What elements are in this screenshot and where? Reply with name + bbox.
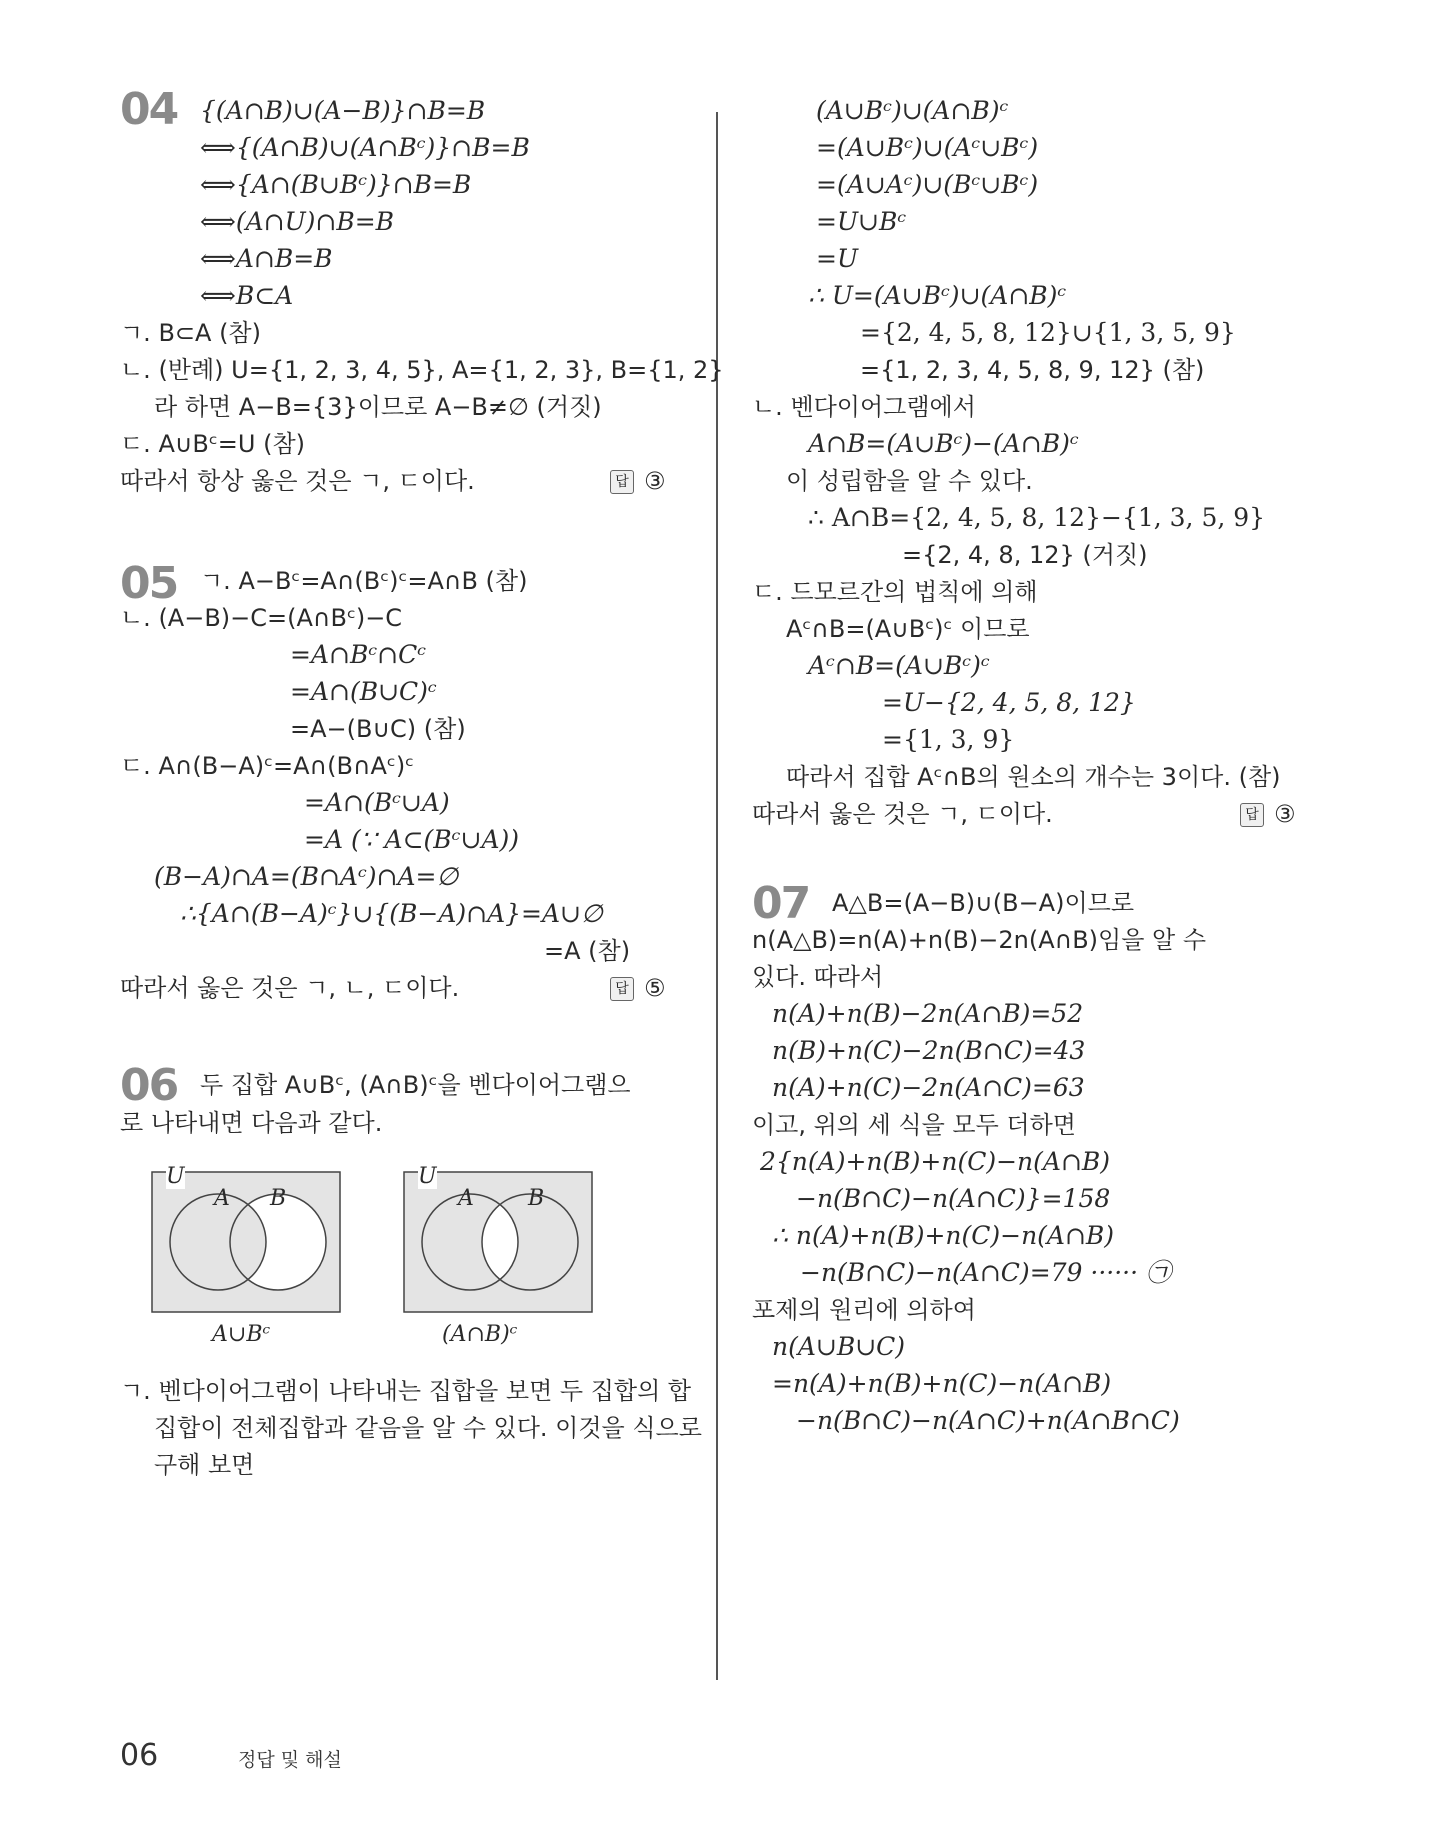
p06-right-line-14: ㄷ. 드모르간의 법칙에 의해 <box>752 578 1038 606</box>
p07-line-9: −n(B∩C)−n(A∩C)}=158 <box>796 1184 1111 1213</box>
p05-line-7: =A∩(Bᶜ∪A) <box>304 788 450 817</box>
p06-g-3: 구해 보면 <box>154 1451 255 1479</box>
problem-number-05: 05 <box>120 558 178 609</box>
p05-line-2: ㄴ. (A−B)−C=(A∩Bᶜ)−C <box>120 604 403 632</box>
p06-right-line-16: Aᶜ∩B=(A∪Bᶜ)ᶜ <box>808 651 990 680</box>
p04-answer <box>610 466 666 496</box>
answer-badge: 답 <box>610 977 634 1001</box>
p06-right-line-19: 따라서 집합 Aᶜ∩B의 원소의 개수는 3이다. (참) <box>786 763 1281 791</box>
p07-line-4: n(A)+n(B)−2n(A∩B)=52 <box>772 999 1084 1028</box>
p05-line-10: ∴{A∩(B−A)ᶜ}∪{(B−A)∩A}=A∪∅ <box>180 899 603 928</box>
p07-line-3: 있다. 따라서 <box>752 963 884 991</box>
answer-value: ③ <box>644 467 666 495</box>
answer-value: ③ <box>1274 800 1296 828</box>
p04-item-g: ㄱ. B⊂A (참) <box>120 319 261 347</box>
p06-right-line-9: ㄴ. 벤다이어그램에서 <box>752 393 976 421</box>
p06-conclusion: 따라서 옳은 것은 ㄱ, ㄷ이다. <box>752 800 1053 828</box>
venn-diagram-a-union-b-complement <box>146 1150 346 1347</box>
p06-right-line-6: ∴ U=(A∪Bᶜ)∪(A∩B)ᶜ <box>808 281 1067 310</box>
p07-line-8: 2{n(A)+n(B)+n(C)−n(A∩B) <box>760 1147 1111 1176</box>
p06-g-2: 집합이 전체집합과 같음을 알 수 있다. 이것을 식으로 <box>154 1414 702 1442</box>
p04-line-2: ⟺{(A∩B)∪(A∩Bᶜ)}∩B=B <box>200 133 530 162</box>
p07-line-6: n(A)+n(C)−2n(A∩C)=63 <box>772 1073 1085 1102</box>
p04-line-6: ⟺B⊂A <box>200 281 294 310</box>
p04-line-3: ⟺{A∩(B∪Bᶜ)}∩B=B <box>200 170 472 199</box>
p04-line-5: ⟺A∩B=B <box>200 244 333 273</box>
p05-line-5: =A−(B∪C) (참) <box>290 715 466 743</box>
footer-title: 정답 및 해설 <box>238 1749 342 1771</box>
p07-line-11: −n(B∩C)−n(A∩C)=79 ······ ㉠ <box>800 1258 1172 1287</box>
answer-badge: 답 <box>610 470 634 494</box>
p06-right-line-11: 이 성립함을 알 수 있다. <box>786 467 1033 495</box>
p07-line-15: −n(B∩C)−n(A∩C)+n(A∩B∩C) <box>796 1406 1180 1435</box>
p04-line-4: ⟺(A∩U)∩B=B <box>200 207 395 236</box>
p05-line-11: =A (참) <box>544 937 631 965</box>
p06-right-line-13: ={2, 4, 8, 12} (거짓) <box>902 541 1148 569</box>
p07-line-12: 포제의 원리에 의하여 <box>752 1296 976 1324</box>
p06-right-line-17: =U−{2, 4, 5, 8, 12} <box>882 688 1136 717</box>
venn1-caption: A∪Bᶜ <box>212 1322 271 1347</box>
p05-line-8: =A (∵ A⊂(Bᶜ∪A)) <box>304 825 520 854</box>
p05-answer <box>610 973 666 1003</box>
problem-number-06: 06 <box>120 1060 178 1111</box>
venn2-caption: (A∩B)ᶜ <box>442 1322 518 1347</box>
p06-right-line-5: =U <box>816 244 859 273</box>
p04-conclusion: 따라서 항상 옳은 것은 ㄱ, ㄷ이다. <box>120 467 475 495</box>
p04-item-d: ㄷ. A∪Bᶜ=U (참) <box>120 430 305 458</box>
p06-intro-2: 로 나타내면 다음과 같다. <box>120 1109 383 1137</box>
page-number: 06 <box>120 1738 159 1773</box>
answer-badge: 답 <box>1240 803 1264 827</box>
p07-line-13: n(A∪B∪C) <box>772 1332 906 1361</box>
venn2-u-label: U <box>418 1164 437 1189</box>
p06-right-line-7: ={2, 4, 5, 8, 12}∪{1, 3, 5, 9} <box>860 318 1236 347</box>
p04-line-1: {(A∩B)∪(A−B)}∩B=B <box>200 96 486 125</box>
answer-value: ⑤ <box>644 974 666 1002</box>
p05-line-6: ㄷ. A∩(B−A)ᶜ=A∩(B∩Aᶜ)ᶜ <box>120 752 415 780</box>
p06-right-line-3: =(A∪Aᶜ)∪(Bᶜ∪Bᶜ) <box>816 170 1039 199</box>
venn-diagram-a-intersect-b-complement <box>398 1150 598 1347</box>
problem-number-07: 07 <box>752 878 810 929</box>
p06-right-line-12: ∴ A∩B={2, 4, 5, 8, 12}−{1, 3, 5, 9} <box>808 503 1266 532</box>
p07-line-7: 이고, 위의 세 식을 모두 더하면 <box>752 1111 1076 1139</box>
p06-right-line-15: Aᶜ∩B=(A∪Bᶜ)ᶜ 이므로 <box>786 615 1030 643</box>
p06-answer <box>1240 799 1296 829</box>
p04-item-n-2: 라 하면 A−B={3}이므로 A−B≠∅ (거짓) <box>154 393 602 421</box>
venn2-a-label: A <box>458 1186 474 1211</box>
problem-number-04: 04 <box>120 84 178 135</box>
p06-right-line-1: (A∪Bᶜ)∪(A∩B)ᶜ <box>816 96 1009 125</box>
p06-right-line-8: ={1, 2, 3, 4, 5, 8, 9, 12} (참) <box>860 356 1205 384</box>
p06-right-line-10: A∩B=(A∪Bᶜ)−(A∩B)ᶜ <box>808 429 1079 458</box>
p06-g-1: ㄱ. 벤다이어그램이 나타내는 집합을 보면 두 집합의 합 <box>120 1377 692 1405</box>
p07-line-5: n(B)+n(C)−2n(B∩C)=43 <box>772 1036 1086 1065</box>
venn2-b-label: B <box>528 1186 545 1211</box>
p07-line-1: A△B=(A−B)∪(B−A)이므로 <box>832 889 1135 917</box>
p05-line-1: ㄱ. A−Bᶜ=A∩(Bᶜ)ᶜ=A∩B (참) <box>200 567 528 595</box>
column-divider <box>716 112 718 1680</box>
p06-intro-1: 두 집합 A∪Bᶜ, (A∩B)ᶜ을 벤다이어그램으 <box>200 1071 631 1099</box>
p05-conclusion: 따라서 옳은 것은 ㄱ, ㄴ, ㄷ이다. <box>120 974 460 1002</box>
p04-item-n-1: ㄴ. (반례) U={1, 2, 3, 4, 5}, A={1, 2, 3}, B={1, 2} <box>120 356 724 384</box>
p05-line-9: (B−A)∩A=(B∩Aᶜ)∩A=∅ <box>154 862 459 891</box>
venn1-u-label: U <box>166 1164 185 1189</box>
p06-right-line-18: ={1, 3, 9} <box>882 725 1015 754</box>
p06-right-line-4: =U∪Bᶜ <box>816 207 907 236</box>
p06-right-line-2: =(A∪Bᶜ)∪(Aᶜ∪Bᶜ) <box>816 133 1039 162</box>
p05-line-4: =A∩(B∪C)ᶜ <box>290 677 437 706</box>
venn1-b-label: B <box>270 1186 287 1211</box>
p07-line-2: n(A△B)=n(A)+n(B)−2n(A∩B)임을 알 수 <box>752 926 1207 954</box>
p05-line-3: =A∩Bᶜ∩Cᶜ <box>290 640 427 669</box>
p07-line-10: ∴ n(A)+n(B)+n(C)−n(A∩B) <box>772 1221 1115 1250</box>
venn1-a-label: A <box>214 1186 230 1211</box>
p07-line-14: =n(A)+n(B)+n(C)−n(A∩B) <box>772 1369 1112 1398</box>
